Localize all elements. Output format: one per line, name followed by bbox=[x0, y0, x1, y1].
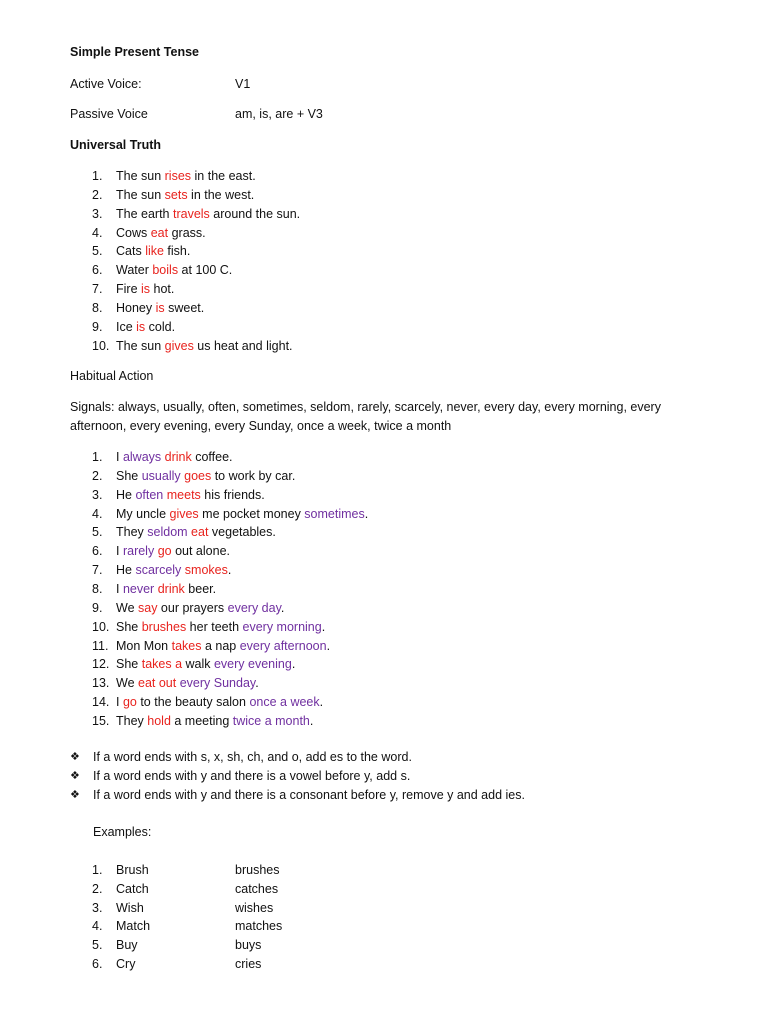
signal-highlight: twice a month bbox=[232, 713, 310, 728]
verb-form: catches bbox=[235, 881, 279, 896]
active-voice-label: Active Voice: bbox=[70, 77, 142, 91]
list-number: 3. bbox=[92, 487, 103, 502]
sentence bbox=[116, 468, 295, 484]
sentence bbox=[116, 168, 256, 184]
verb-highlight: drink bbox=[157, 581, 185, 596]
verb-highlight: sets bbox=[164, 187, 188, 202]
list-number: 5. bbox=[92, 525, 103, 540]
rule-text: If a word ends with y and there is a consonant before y, remove y and add ies. bbox=[93, 788, 525, 802]
sentence-text: fish. bbox=[163, 244, 191, 259]
base-verb: Catch bbox=[116, 881, 149, 896]
sentence-text: . bbox=[319, 695, 324, 710]
sentence-text: The sun bbox=[116, 187, 165, 202]
sentence bbox=[116, 449, 233, 465]
list-number: 2. bbox=[92, 468, 103, 483]
sentence bbox=[116, 524, 276, 540]
verb-highlight: goes bbox=[184, 468, 212, 483]
verb-highlight: go bbox=[157, 544, 172, 559]
sentence bbox=[116, 638, 330, 654]
list-number: 11. bbox=[92, 638, 109, 653]
list-number: 1. bbox=[92, 450, 103, 464]
signal-highlight: rarely bbox=[122, 544, 155, 559]
verb-form: buys bbox=[235, 938, 262, 953]
sentence-text: Cats bbox=[116, 244, 146, 259]
verb-highlight: is bbox=[136, 319, 146, 334]
sentence bbox=[116, 487, 265, 503]
habitual-action-heading: Habitual Action bbox=[70, 369, 154, 383]
verb-highlight: like bbox=[145, 244, 164, 259]
list-number: 9. bbox=[92, 600, 103, 615]
diamond-bullet-icon: ❖ bbox=[70, 788, 80, 801]
sentence bbox=[116, 619, 325, 635]
sentence-text: . bbox=[291, 657, 296, 672]
verb-highlight: is bbox=[155, 300, 165, 315]
signal-highlight: every day bbox=[227, 600, 281, 615]
sentence-text: Honey bbox=[116, 300, 156, 315]
signal-highlight: every evening bbox=[213, 657, 292, 672]
list-number: 12. bbox=[92, 657, 110, 672]
sentence-text: walk bbox=[182, 657, 214, 672]
sentence-text: around the sun. bbox=[209, 206, 301, 221]
sentence-text: Mon Mon bbox=[116, 638, 172, 653]
sentence-text: in the west. bbox=[187, 187, 255, 202]
verb-form: matches bbox=[235, 919, 283, 934]
signal-highlight: every afternoon bbox=[239, 638, 327, 653]
signal-highlight: sometimes bbox=[304, 506, 365, 521]
sentence-text: The sun bbox=[116, 338, 165, 353]
sentence bbox=[116, 675, 259, 691]
sentence-text: beer. bbox=[184, 581, 217, 596]
verb-highlight: go bbox=[122, 695, 137, 710]
base-verb: Match bbox=[116, 919, 151, 934]
sentence-text: coffee. bbox=[191, 450, 233, 464]
sentence bbox=[116, 694, 323, 710]
sentence-text: us heat and light. bbox=[193, 338, 293, 353]
verb-highlight: travels bbox=[172, 206, 210, 221]
sentence-text: cold. bbox=[145, 319, 176, 334]
sentence-text: The earth bbox=[116, 206, 173, 221]
base-verb: Cry bbox=[116, 957, 136, 971]
signals-line-2: afternoon, every evening, every Sunday, once a week, twice a month bbox=[70, 419, 452, 433]
sentence-text: Cows bbox=[116, 225, 151, 240]
signal-highlight: seldom bbox=[147, 525, 188, 540]
verb-highlight: rises bbox=[164, 169, 192, 183]
sentence-text: to work by car. bbox=[211, 468, 296, 483]
verb-form: brushes bbox=[235, 863, 280, 877]
sentence-text: . bbox=[255, 676, 259, 691]
sentence bbox=[116, 506, 368, 522]
sentence-text: Water bbox=[116, 263, 153, 278]
sentence-text: My uncle bbox=[116, 506, 170, 521]
verb-highlight: boils bbox=[152, 263, 179, 278]
list-number: 10. bbox=[92, 619, 110, 634]
sentence-text: I bbox=[116, 581, 123, 596]
verb-highlight: meets bbox=[166, 487, 201, 502]
sentence bbox=[116, 562, 231, 578]
sentence bbox=[116, 243, 190, 259]
verb-highlight: is bbox=[141, 282, 151, 297]
list-number: 5. bbox=[92, 938, 103, 953]
verb-highlight: gives bbox=[169, 506, 199, 521]
sentence-text: hot. bbox=[150, 282, 175, 297]
signal-highlight: never bbox=[122, 581, 155, 596]
list-number: 3. bbox=[92, 900, 103, 915]
sentence-text: They bbox=[116, 713, 148, 728]
sentence-text: our prayers bbox=[157, 600, 228, 615]
sentence bbox=[116, 206, 300, 222]
rule-text: If a word ends with s, x, sh, ch, and o, add es to the word. bbox=[93, 750, 412, 764]
sentence-text: vegetables. bbox=[208, 525, 276, 540]
list-number: 4. bbox=[92, 919, 103, 934]
base-verb: Buy bbox=[116, 938, 138, 953]
sentence bbox=[116, 187, 254, 203]
list-number: 9. bbox=[92, 319, 103, 334]
diamond-bullet-icon: ❖ bbox=[70, 750, 80, 763]
verb-highlight: takes bbox=[171, 638, 202, 653]
sentence-text: grass. bbox=[168, 225, 206, 240]
list-number: 10. bbox=[92, 338, 110, 353]
examples-heading: Examples: bbox=[93, 825, 152, 839]
list-number: 6. bbox=[92, 957, 103, 971]
passive-voice-value: am, is, are + V3 bbox=[235, 107, 323, 121]
sentence bbox=[116, 319, 175, 335]
sentence-text: . bbox=[326, 638, 331, 653]
list-number: 14. bbox=[92, 695, 110, 710]
verb-highlight: drink bbox=[164, 450, 192, 464]
sentence-text: her teeth bbox=[186, 619, 243, 634]
sentence-text: at 100 C. bbox=[178, 263, 233, 278]
sentence bbox=[116, 543, 230, 559]
sentence-text: I bbox=[116, 544, 123, 559]
signal-highlight: once a week bbox=[249, 695, 320, 710]
list-number: 1. bbox=[92, 169, 103, 183]
sentence-text: . bbox=[321, 619, 326, 634]
verb-highlight: takes a bbox=[141, 657, 183, 672]
sentence-text: Ice bbox=[116, 319, 137, 334]
universal-truth-heading: Universal Truth bbox=[70, 138, 161, 152]
sentence bbox=[116, 581, 216, 597]
list-number: 7. bbox=[92, 282, 103, 297]
sentence bbox=[116, 281, 174, 297]
verb-highlight: eat bbox=[150, 225, 169, 240]
sentence bbox=[116, 713, 313, 729]
signal-highlight: scarcely bbox=[135, 563, 182, 578]
diamond-bullet-icon: ❖ bbox=[70, 769, 80, 782]
page-title: Simple Present Tense bbox=[70, 45, 199, 59]
verb-form: wishes bbox=[235, 900, 274, 915]
sentence-text: his friends. bbox=[200, 487, 265, 502]
sentence-text: We bbox=[116, 676, 138, 691]
signal-highlight: every Sunday bbox=[179, 676, 256, 691]
verb-highlight: gives bbox=[164, 338, 194, 353]
list-number: 4. bbox=[92, 506, 103, 521]
list-number: 2. bbox=[92, 881, 103, 896]
list-number: 13. bbox=[92, 676, 110, 691]
list-number: 5. bbox=[92, 244, 103, 259]
verb-highlight: eat bbox=[191, 525, 209, 540]
list-number: 6. bbox=[92, 263, 103, 278]
signal-highlight: always bbox=[122, 450, 162, 464]
verb-highlight: brushes bbox=[141, 619, 187, 634]
signal-highlight: often bbox=[135, 487, 164, 502]
sentence-text: a nap bbox=[201, 638, 240, 653]
sentence-text: a meeting bbox=[170, 713, 233, 728]
sentence-text: He bbox=[116, 563, 136, 578]
sentence-text: out alone. bbox=[171, 544, 230, 559]
sentence-text: . bbox=[280, 600, 285, 615]
verb-form: cries bbox=[235, 957, 262, 971]
sentence-text: The sun bbox=[116, 169, 165, 183]
sentence-text: She bbox=[116, 657, 142, 672]
sentence-text: to the beauty salon bbox=[136, 695, 250, 710]
list-number: 4. bbox=[92, 225, 103, 240]
sentence bbox=[116, 600, 284, 616]
sentence bbox=[116, 300, 204, 316]
list-number: 1. bbox=[92, 863, 103, 877]
verb-highlight: smokes bbox=[184, 563, 228, 578]
signal-highlight: every morning bbox=[242, 619, 322, 634]
sentence-text: . bbox=[364, 506, 369, 521]
sentence-text: I bbox=[116, 450, 123, 464]
base-verb: Brush bbox=[116, 863, 149, 877]
passive-voice-label: Passive Voice bbox=[70, 107, 148, 121]
sentence-text: They bbox=[116, 525, 148, 540]
sentence-text: He bbox=[116, 487, 136, 502]
list-number: 15. bbox=[92, 713, 110, 728]
sentence bbox=[116, 656, 295, 672]
sentence bbox=[116, 262, 232, 278]
verb-highlight: eat out bbox=[138, 676, 177, 691]
verb-highlight: say bbox=[138, 600, 158, 615]
sentence-text: She bbox=[116, 619, 142, 634]
list-number: 8. bbox=[92, 300, 103, 315]
list-number: 7. bbox=[92, 563, 103, 578]
verb-highlight: hold bbox=[147, 713, 171, 728]
sentence-text: me pocket money bbox=[198, 506, 305, 521]
sentence bbox=[116, 338, 293, 354]
sentence-text: in the east. bbox=[191, 169, 256, 183]
sentence-text: sweet. bbox=[164, 300, 205, 315]
signals-line-1: Signals: always, usually, often, sometimes, seldom, rarely, scarcely, never, every day, every morning, every bbox=[70, 400, 661, 414]
sentence-text: . bbox=[227, 563, 232, 578]
signal-highlight: usually bbox=[141, 468, 181, 483]
list-number: 2. bbox=[92, 187, 103, 202]
sentence-text: I bbox=[116, 695, 123, 710]
sentence-text: We bbox=[116, 600, 138, 615]
sentence-text: . bbox=[309, 713, 314, 728]
list-number: 8. bbox=[92, 581, 103, 596]
list-number: 3. bbox=[92, 206, 103, 221]
active-voice-value: V1 bbox=[235, 77, 251, 91]
sentence-text: Fire bbox=[116, 282, 141, 297]
list-number: 6. bbox=[92, 544, 103, 559]
sentence bbox=[116, 225, 206, 241]
base-verb: Wish bbox=[116, 900, 144, 915]
rule-text: If a word ends with y and there is a vowel before y, add s. bbox=[93, 769, 411, 783]
sentence-text: She bbox=[116, 468, 142, 483]
